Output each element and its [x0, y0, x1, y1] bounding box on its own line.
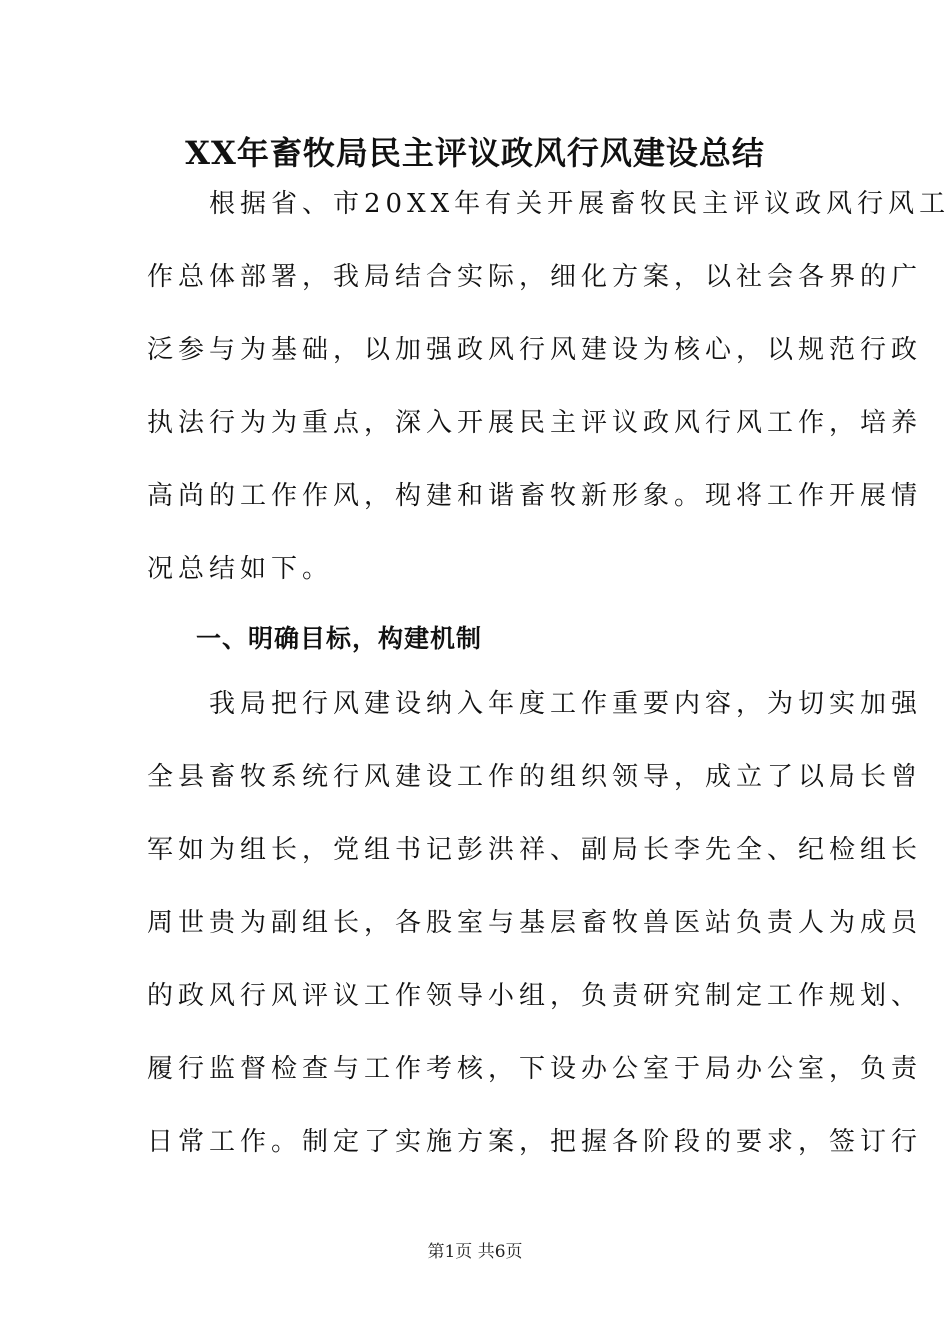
paragraph-line: 履行监督检查与工作考核，下设办公室于局办公室，负责: [147, 1054, 923, 1084]
page-number-footer: 第1页 共6页: [427, 1242, 523, 1262]
paragraph-line: 日常工作。制定了实施方案，把握各阶段的要求，签订行: [147, 1127, 923, 1157]
document-title: XX年畜牧局民主评议政风行风建设总结: [185, 134, 765, 172]
paragraph-line: 作总体部署，我局结合实际，细化方案，以社会各界的广: [147, 262, 923, 292]
paragraph-line: 周世贵为副组长，各股室与基层畜牧兽医站负责人为成员: [147, 908, 923, 938]
paragraph-line: 高尚的工作作风，构建和谐畜牧新形象。现将工作开展情: [147, 481, 923, 511]
paragraph-line: 的政风行风评议工作领导小组，负责研究制定工作规划、: [147, 981, 923, 1011]
paragraph-line: 根据省、市20XX年有关开展畜牧民主评议政风行风工: [147, 189, 950, 219]
section-heading: 一、明确目标，构建机制: [196, 624, 483, 653]
paragraph-line: 军如为组长，党组书记彭洪祥、副局长李先全、纪检组长: [147, 835, 923, 865]
paragraph-line: 我局把行风建设纳入年度工作重要内容，为切实加强: [147, 689, 923, 719]
paragraph-line: 执法行为为重点，深入开展民主评议政风行风工作，培养: [147, 408, 923, 438]
paragraph-line: 全县畜牧系统行风建设工作的组织领导，成立了以局长曾: [147, 762, 923, 792]
paragraph-line: 况总结如下。: [147, 554, 334, 584]
paragraph-line: 泛参与为基础，以加强政风行风建设为核心，以规范行政: [147, 335, 923, 365]
